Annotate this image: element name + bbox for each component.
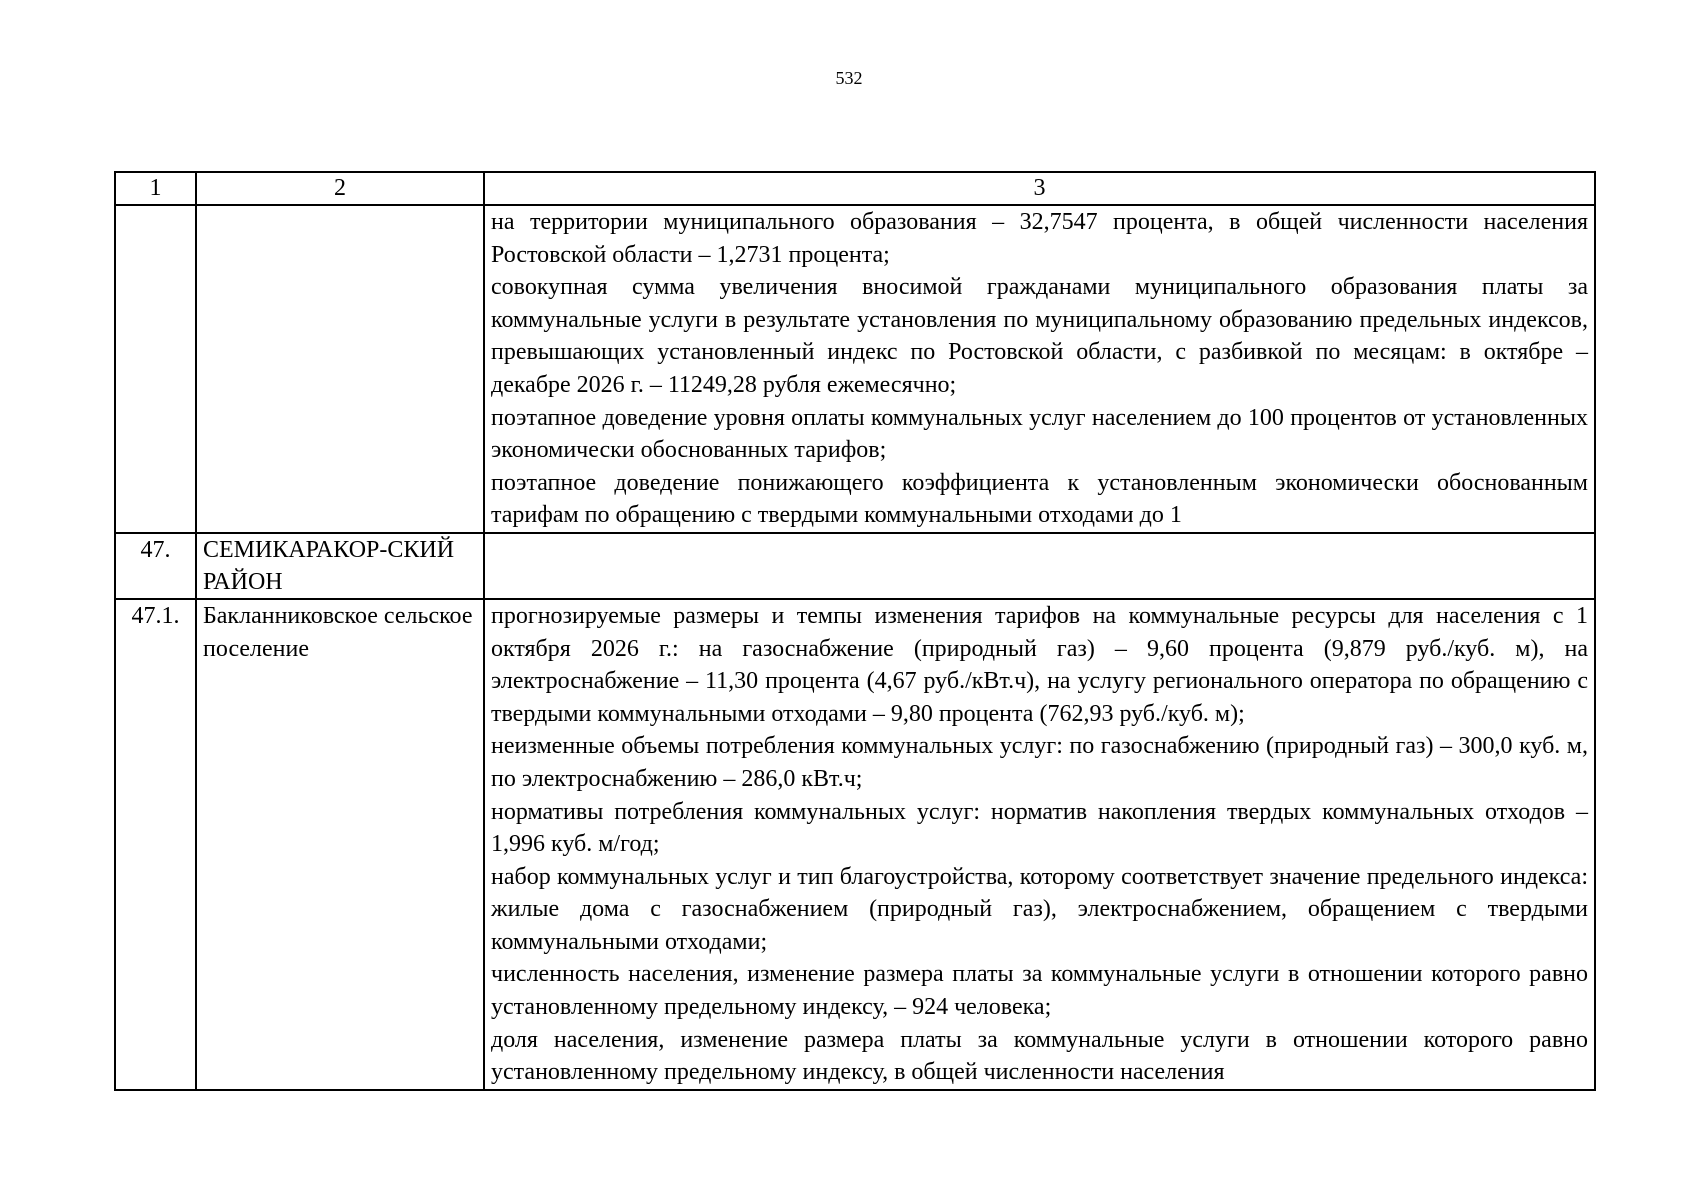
description-paragraph: набор коммунальных услуг и тип благоустройства, которому соответствует значение предельного индекса: жилые дома с газоснабжением (природный газ), электроснабжением, обращением с твердыми коммунальными отходами;	[491, 863, 1588, 955]
row-number	[115, 205, 196, 533]
district-name: СЕМИКАРАКОР-СКИЙ РАЙОН	[196, 533, 484, 599]
table-header-row	[115, 172, 1595, 205]
description-paragraph: совокупная сумма увеличения вносимой гражданами муниципального образования платы за коммунальные услуги в результате установления по муниципальному образованию предельных индексов, превышающих установленный индекс по Ростовской области, с разбивкой по месяцам: в октябре – декабре 2026 г. – 11249,28 рубля ежемесячно;	[491, 274, 1588, 398]
description-paragraph: численность населения, изменение размера платы за коммунальные услуги в отношении которого равно установленному предельному индексу, – 924 человека;	[491, 961, 1588, 1021]
column-header-3: 3	[484, 172, 1595, 205]
description-paragraph: поэтапное доведение уровня оплаты коммунальных услуг населением до 100 процентов от установленных экономически обоснованных тарифов;	[491, 404, 1588, 464]
row-number: 47.1.	[115, 599, 196, 1090]
page-number: 532	[835, 68, 863, 88]
municipality-name	[196, 205, 484, 533]
row-description	[484, 599, 1595, 1090]
description-paragraph: прогнозируемые размеры и темпы изменения тарифов на коммунальные ресурсы для населения с 1 октября 2026 г.: на газоснабжение (природный газ) – 9,60 процента (9,879 руб./куб. м), на электроснабжение – 11,30 процента (4,67 руб./кВт.ч), на услугу регионального оператора по обращению с твердыми коммунальными отходами – 9,80 процента (762,93 руб./куб. м);	[491, 602, 1588, 727]
municipality-name: Бакланниковское сельское поселение	[196, 599, 484, 1090]
column-header-1: 1	[115, 172, 196, 205]
table-row	[115, 205, 1595, 533]
table-row-district	[115, 533, 1595, 599]
description-paragraph: поэтапное доведение понижающего коэффициента к установленным экономически обоснованным тарифам по обращению с твердыми коммунальными отходами до 1	[491, 469, 1588, 529]
column-header-2: 2	[196, 172, 484, 205]
description-paragraph: неизменные объемы потребления коммунальных услуг: по газоснабжению (природный газ) – 300,0 куб. м, по электроснабжению – 286,0 кВт.ч;	[491, 733, 1588, 792]
row-number: 47.	[115, 533, 196, 599]
description-paragraph: доля населения, изменение размера платы за коммунальные услуги в отношении которого равно установленному предельному индексу, в общей численности населения	[491, 1026, 1588, 1086]
table-row	[115, 599, 1595, 1090]
row-description	[484, 205, 1595, 533]
description-paragraph: на территории муниципального образования – 32,7547 процента, в общей численности населения Ростовской области – 1,2731 процента;	[491, 209, 1588, 268]
row-description-empty	[484, 533, 1595, 599]
tariff-table	[114, 171, 1596, 1091]
description-paragraph: нормативы потребления коммунальных услуг: норматив накопления твердых коммунальных отходов – 1,996 куб. м/год;	[491, 798, 1588, 858]
